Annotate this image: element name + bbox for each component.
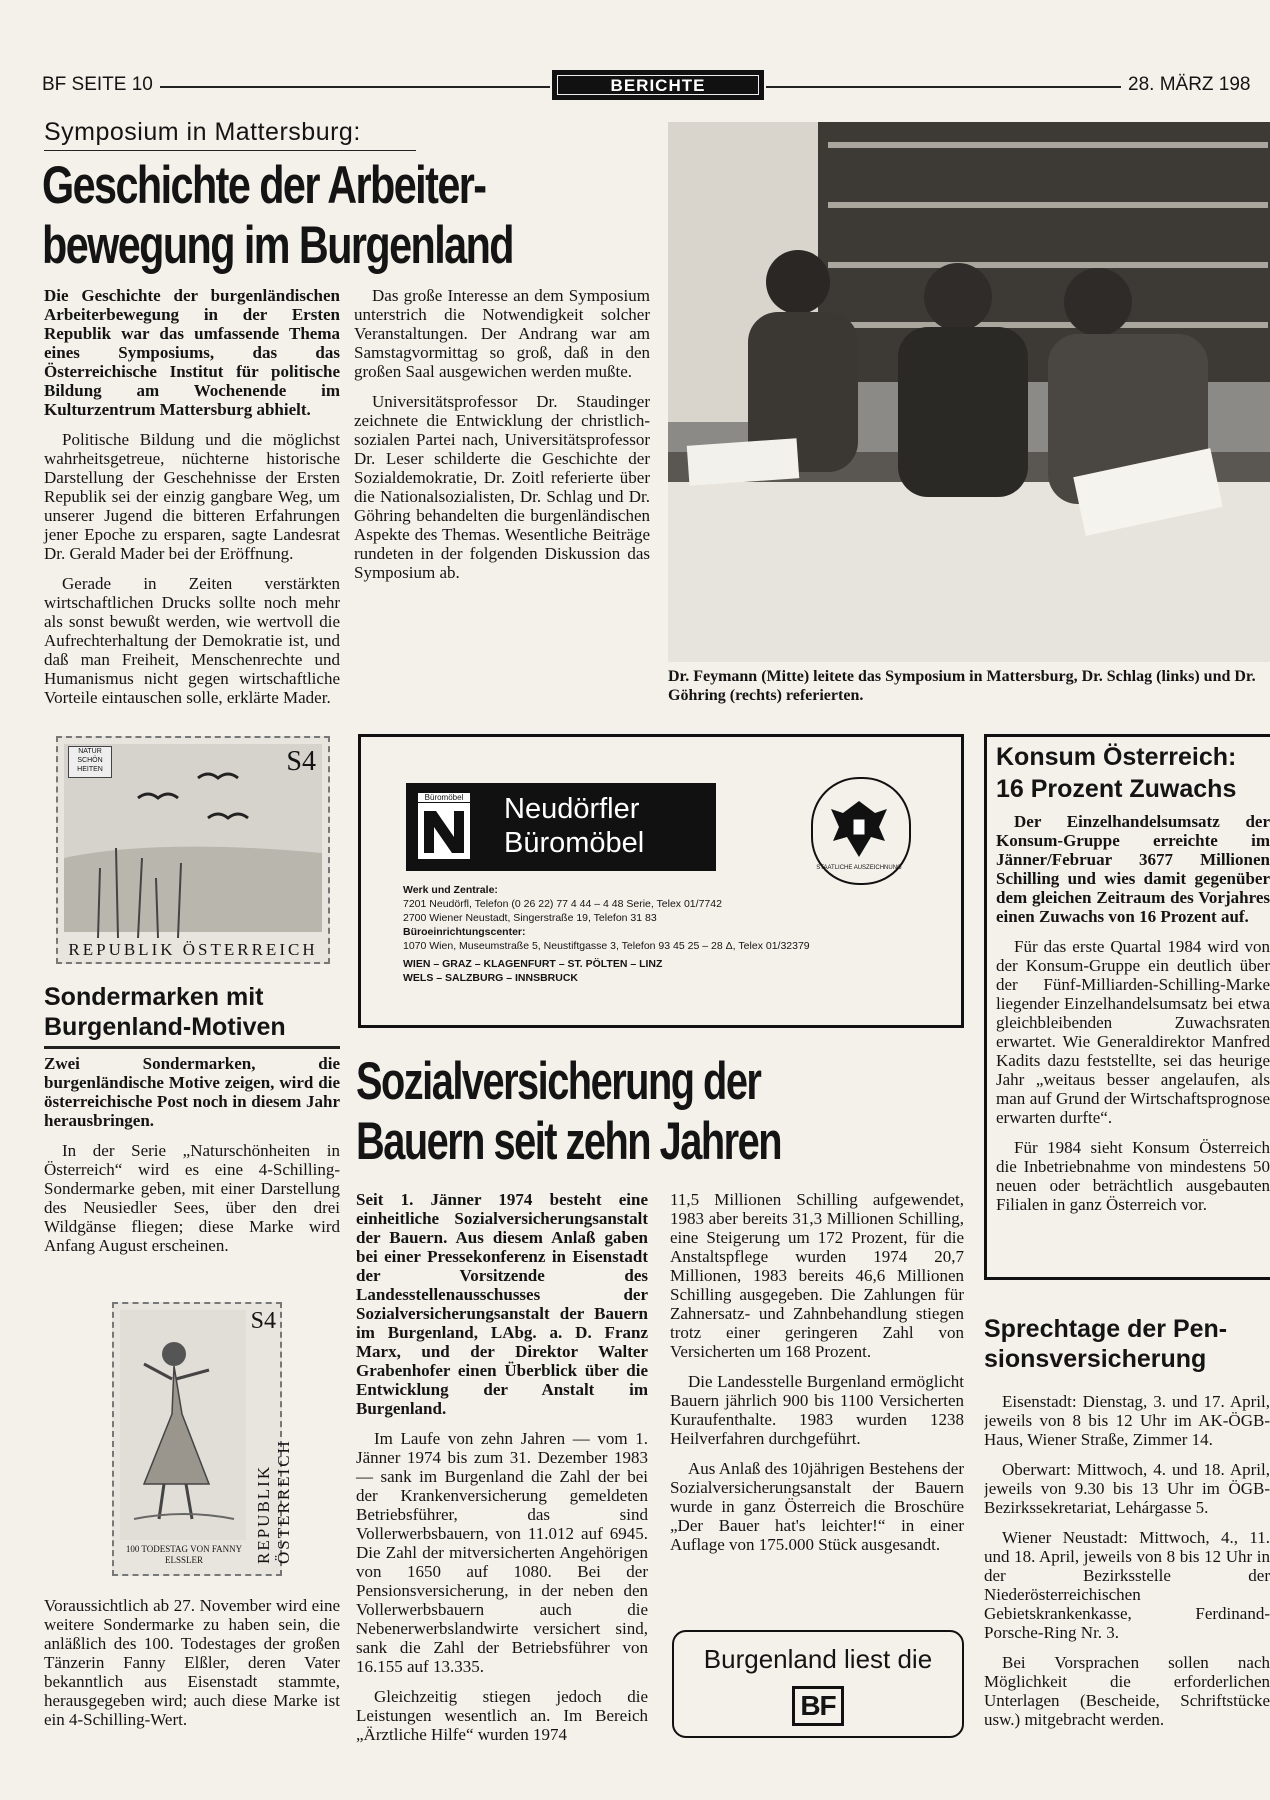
article1-headline-1: Geschichte der Arbeiter- [42, 156, 486, 215]
article5-headline-1: Sprechtage der Pen- [984, 1315, 1228, 1343]
article1-p1: Politische Bildung und die möglichst wahrheitsgetreue, nüchterne historische Darstellung der Geschehnisse der Ersten Republik sei der einzig gangbare Weg, um unserer Jugend die bitteren Erfahrungen jener Epoche zu ersparen, sagte Landesrat Dr. Gerald Mader bei der Eröffnung. [44, 430, 340, 563]
article3-p1: Im Laufe von zehn Jahren — vom 1. Jänner 1974 bis zum 31. Dezember 1983 — sank im Burgenland die Zahl der bei der Krankenversicherung gemeldeten Betriebsführer, das sind Vollerwerbsbauern, von 11.012 auf 6945. Die Zahl der mitversicherten Angehörigen von 1650 auf 1080. Bei der Pensionsversicherung, in der neben den Vollerwerbsbauern auch die Nebenerwerbslandwirte versichert sind, sank die Zahl der Betriebsführer von 16.155 auf 13.335. [356, 1429, 648, 1676]
header-rule-left [160, 86, 550, 88]
article3-col1 [356, 1190, 648, 1755]
article4-body [996, 812, 1270, 1272]
article2-body [44, 1054, 340, 1266]
ad-neudoerfler [358, 734, 964, 1028]
ad-cities-2: WELS – SALZBURG – INNSBRUCK [403, 972, 579, 984]
article2-p1: In der Serie „Naturschönheiten in Österreich“ wird es eine 4-Schilling-Sondermarke geben, mit einer Darstellung des Neusiedler Sees, über den drei Wildgänse fliegen; diese Marke wird Anfang August erscheinen. [44, 1141, 340, 1255]
promo-text: Burgenland liest die [703, 1644, 933, 1674]
stamp1-country: REPUBLIK ÖSTERREICH [68, 940, 318, 959]
article3-p5: Aus Anlaß des 10jährigen Bestehens der Sozialversicherungsanstalt der Bauern wurde in ganz Österreich die Broschüre „Der Bauer hat's leichter!“ in einer Auflage von 175.000 Stück ausgesandt. [670, 1459, 964, 1554]
ad-logo-block [406, 783, 716, 871]
article4-p2: Für 1984 sieht Konsum Österreich die Inbetriebnahme von mindestens 50 neuen oder beträchtlich ausgebauten Filialen in ganz Österreich vor. [996, 1138, 1270, 1214]
ad-brand-2: Büromöbel [504, 827, 645, 859]
ad-werk-title: Werk und Zentrale: [403, 884, 498, 896]
section-box [552, 70, 764, 100]
article3-col2 [670, 1190, 964, 1565]
stamp2-value: S4 [250, 1308, 276, 1334]
article5-p4: Bei Vorsprachen sollen nach Möglichkeit die erforderlichen Unterlagen (Bescheide, Schriftstücke usw.) mitgebracht werden. [984, 1653, 1270, 1729]
stamp1-value: S4 [286, 746, 316, 777]
eagle-crest-icon [813, 779, 905, 879]
article5-p3: Wiener Neustadt: Mittwoch, 4., 11. und 18. April, jeweils von 8 bis 12 Uhr in der Bezirksstelle der Niederösterreichischen Gebietskrankenkasse, Ferdinand-Porsche-Ring Nr. 3. [984, 1528, 1270, 1642]
stamp2-caption: 100 TODESTAG VON FANNY ELSSLER [125, 1544, 243, 1565]
kicker-underline [44, 150, 416, 151]
article3-p4: Die Landesstelle Burgenland ermöglicht Bauern jährlich 900 bis 1100 Versicherten Kuraufenthalte. 1983 wurden 1238 Heilverfahren durchgeführt. [670, 1372, 964, 1448]
bf-logo: BF [792, 1686, 844, 1726]
ad-seal [811, 777, 911, 885]
article5-body [984, 1392, 1270, 1752]
article4-p1: Für das erste Quartal 1984 wird von der Konsum-Gruppe ein deutlich über der Fünf-Milliarden-Schilling-Marke liegender Einzelhandelsumsatz bei etwa gleichbleibenden Zuwachsraten erwartet. Wie Generaldirektor Manfred Kadits dazu feststellte, sei das heurige Jahr „weitaus besser angelaufen, als man auf Grund der Wirtschaftsprognose erwarten durfte“. [996, 937, 1270, 1127]
article3-p2: Gleichzeitig stiegen jedoch die Leistungen wesentlich an. Im Bereich „Ärztliche Hilfe“ wurden 1974 [356, 1687, 648, 1744]
ad-werk-line2: 2700 Wiener Neustadt, Singerstraße 19, Telefon 31 83 [403, 912, 657, 924]
article3-p3: 11,5 Millionen Schilling aufgewendet, 1983 aber bereits 31,3 Millionen Schilling, eine Steigerung um 172 Prozent, für die Anstaltspflege wurden 1974 20,7 Millionen, 1983 bereits 46,6 Millionen Schilling ausgegeben. Die Zahlungen für Zahnersatz- und Zahnbehandlung stiegen trotz einer geringeren Zahl von Versicherten um 168 Prozent. [670, 1190, 964, 1361]
article1-p3: Das große Interesse an dem Symposium unterstrich die Notwendigkeit solcher Veranstaltungen. Der Andrang war am Samstagvormittag so groß, daß in den großen Saal ausgewichen werden mußte. [354, 286, 650, 381]
article2-lead: Zwei Sondermarken, die burgenländische Motive zeigen, wird die österreichische Post noch in diesem Jahr herausbringen. [44, 1054, 340, 1130]
article3-lead: Seit 1. Jänner 1974 besteht eine einheitliche Sozialversicherungsanstalt der Bauern. Aus diesem Anlaß gaben bei einer Pressekonferenz in Eisenstadt der Vorsitzende des Landesstellenausschusses der Sozialversicherungsanstalt der Bauern im Burgenland, LAbg. a. D. Franz Marx, und der Direktor Walter Grabenhofer einen Überblick über die Entwicklung der Anstalt im Burgenland. [356, 1190, 648, 1418]
page-number: BF SEITE 10 [42, 74, 153, 95]
article2-p2: Voraussichtlich ab 27. November wird eine weitere Sondermarke zu haben sein, die anläßlich des 100. Todestages der großen Tänzerin Fanny Elßler, deren Vater bekanntlich aus Eisenstadt stammte, herausgegeben wird; auch diese Marke ist ein 4-Schilling-Wert. [44, 1596, 340, 1729]
article1-p4: Universitätsprofessor Dr. Staudinger zeichnete die Entwicklung der christlich-sozialen Partei nach, Universitätsprofessor Dr. Leser schilderte die Geschichte der Sozialdemokratie, Dr. Zoitl referierte über die Nationalsozialisten, Dr. Schlag und Dr. Göhring behandelten die burgenländischen Aspekte des Themas. Wesentliche Beiträge rundeten in der folgenden Diskussion das Symposium ab. [354, 392, 650, 582]
article1-col1 [44, 286, 340, 718]
ad-cities-1: WIEN – GRAZ – KLAGENFURT – ST. PÖLTEN – LINZ [403, 958, 663, 970]
ad-addresses [403, 883, 923, 985]
article5-headline-2: sionsversicherung [984, 1345, 1207, 1373]
stamp2-country: REPUBLIK ÖSTERREICH [254, 1439, 293, 1564]
section-label: BERICHTE [557, 75, 759, 95]
article4-headline-1: Konsum Österreich: [996, 743, 1237, 771]
article3-headline-1: Sozialversicherung der [356, 1052, 761, 1111]
ad-logo-n [418, 793, 470, 859]
article4-lead: Der Einzelhandelsumsatz der Konsum-Gruppe erreichte im Jänner/Februar 3677 Millionen Schilling und wies damit gegenüber dem gleichen Zeitraum des Vorjahres einen Zuwachs von 16 Prozent auf. [996, 812, 1270, 926]
article2-headline-1: Sondermarken mit [44, 983, 264, 1011]
header-rule-right [766, 86, 1121, 88]
ad-werk-line1: 7201 Neudörfl, Telefon (0 26 22) 77 4 44 – 4 48 Serie, Telex 01/7742 [403, 898, 722, 910]
article3-headline-2: Bauern seit zehn Jahren [356, 1112, 781, 1171]
article5-p1: Eisenstadt: Dienstag, 3. und 17. April, jeweils von 8 bis 12 Uhr im AK-ÖGB-Haus, Wiener Straße, Zimmer 14. [984, 1392, 1270, 1449]
stamp-neusiedler-see [56, 736, 330, 964]
photo-caption: Dr. Feymann (Mitte) leitete das Symposium in Mattersburg, Dr. Schlag (links) und Dr. Göhring (rechts) referierten. [668, 668, 1256, 704]
article5-p2: Oberwart: Mittwoch, 4. und 18. April, jeweils von 9.30 bis 13 Uhr im ÖGB-Bezirkssekretariat, Lehárgasse 5. [984, 1460, 1270, 1517]
issue-date: 28. MÄRZ 198 [1128, 74, 1251, 95]
article1-col2 [354, 286, 650, 593]
article1-headline-2: bewegung im Burgenland [42, 216, 513, 275]
article1-lead: Die Geschichte der burgenländischen Arbeiterbewegung in der Ersten Republik war das umfassende Thema eines Symposiums, das das Österreichische Institut für politische Bildung am Wochenende im Kulturzentrum Mattersburg abhielt. [44, 286, 340, 419]
article1-p2: Gerade in Zeiten verstärkten wirtschaftlichen Drucks sollte noch mehr als sonst bewußt werden, wie wertvoll die Aufrechterhaltung der Demokratie ist, und daß man Freiheit, Menschenrechte und Humanismus nicht gegen wirtschaftliche Vorteile eintauschen solle, erklärte Mader. [44, 574, 340, 707]
ad-buero-line1: 1070 Wien, Museumstraße 5, Neustiftgasse 3, Telefon 93 45 25 – 28 Δ, Telex 01/32379 [403, 940, 810, 952]
article1-kicker: Symposium in Mattersburg: [44, 118, 361, 146]
ad-seal-text: STAATLICHE AUSZEICHNUNG [816, 865, 902, 871]
n-logo-icon [418, 803, 470, 857]
ad-brand-1: Neudörfler [504, 793, 640, 825]
article4-headline-2: 16 Prozent Zuwachs [996, 775, 1237, 803]
ad-logo-small: Büromöbel [418, 793, 470, 803]
promo-box [672, 1630, 964, 1738]
stamp-fanny-elssler [112, 1302, 293, 1576]
photo-illustration [668, 122, 1270, 662]
article2-body-end [44, 1596, 340, 1740]
symposium-photo [668, 122, 1270, 662]
ad-buero-title: Büroeinrichtungscenter: [403, 926, 526, 938]
stamp1-badge: NATUR SCHÖN HEITEN [68, 746, 112, 778]
article2-headline-rule [44, 1046, 340, 1049]
article2-headline-2: Burgenland-Motiven [44, 1013, 286, 1041]
